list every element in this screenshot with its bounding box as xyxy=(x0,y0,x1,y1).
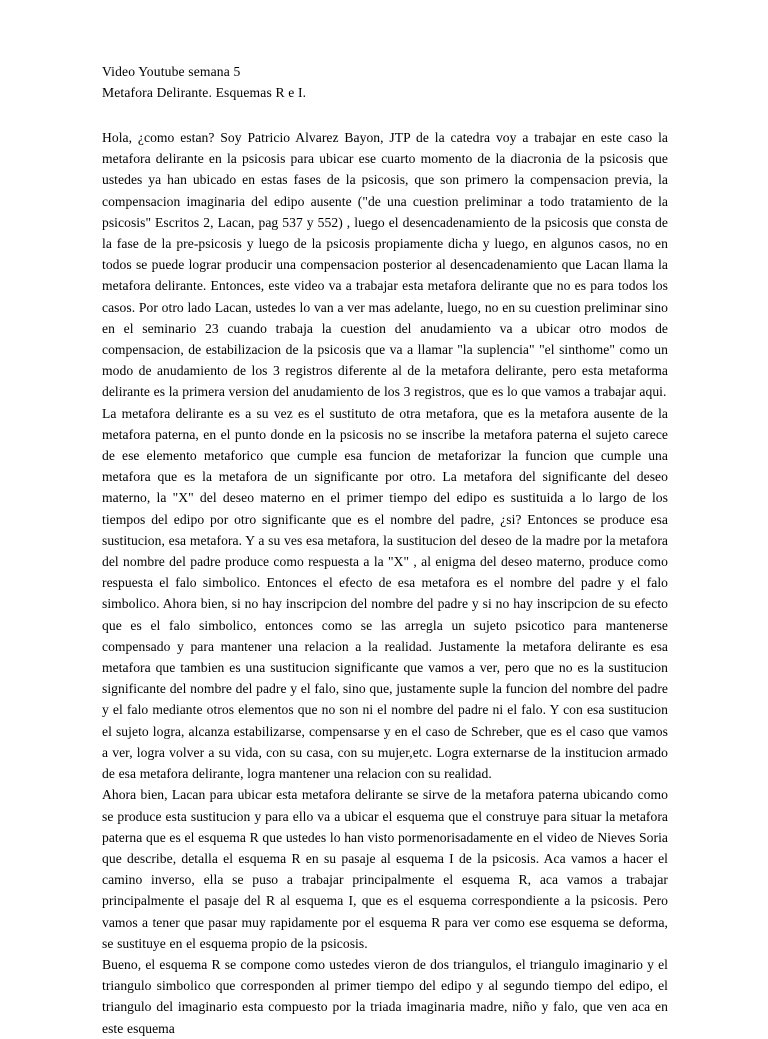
document-header xyxy=(102,62,668,103)
paragraph-4: Bueno, el esquema R se compone como ustedes vieron de dos triangulos, el triangulo imaginario y el triangulo simbolico que corresponden al primer tiempo del edipo y al segundo tiempo del edipo, el triangulo del imaginario esta compuesto por la triada imaginaria madre, niño y falo, que ven aca en este esquema xyxy=(102,956,668,1036)
paragraph-1: Hola, ¿como estan? Soy Patricio Alvarez Bayon, JTP de la catedra voy a trabajar en este caso la metafora delirante en la psicosis para ubicar ese cuarto momento de la diacronia de la psicosis que ustedes ya han ubicado en estas fases de la psicosis, que son primero la compensacion previa, la compensacion imaginaria del edipo ausente ("de una cuestion preliminar a todo tratamiento de la psicosis" Escritos 2, Lacan, pag 537 y 552) , luego el desencadenamiento de la psicosis que consta de la fase de la pre-psicosis y luego de la psicosis propiamente dicha y luego, en algunos casos, no en todos se puede lograr producir una compensacion posterior al desencadenamiento que Lacan llama la metafora delirante. Entonces, este video va a trabajar esta metafora delirante que no es para todos los casos. Por otro lado Lacan, ustedes lo van a ver mas adelante, luego, no en su cuestion preliminar sino en el seminario 23 cuando trabaja la cuestion del anudamiento va a ubicar otro modos de compensacion, de estabilizacion de la psicosis que va a llamar "la suplencia" "el sinthome" como un modo de anudamiento de los 3 registros diferente al de la metafora delirante, pero esta metaforma delirante es la primera version del anudamiento de los 3 registros, que es lo que vamos a trabajar aqui. xyxy=(102,130,668,400)
document-body xyxy=(102,62,668,1039)
header-line-title: Video Youtube semana 5 xyxy=(102,64,241,79)
paragraph-2: La metafora delirante es a su vez es el sustituto de otra metafora, que es la metafora ausente de la metafora paterna, en el punto donde en la psicosis no se inscribe la metafora paterna el sujeto carece de ese elemento metaforico que cumple esa funcion de metaforizar la funcion que cumple una metafora que es la metafora de un significante por otro. La metafora del significante del deseo materno, la "X" del deseo materno en el primer tiempo del edipo es sustituida a lo largo de los tiempos del edipo por otro significante que es el nombre del padre, ¿si? Entonces se produce esa sustitucion, esa metafora. Y a su ves esa metafora, la sustitucion del deseo de la madre por la metafora del nombre del padre produce como respuesta a la "X" , al enigma del deseo materno, produce como respuesta el falo simbolico. Entonces el efecto de esa metafora es el nombre del padre y el falo simbolico. Ahora bien, si no hay inscripcion del nombre del padre y si no hay inscripcion de su efecto que es el falo simbolico, entonces como se las arregla un sujeto psicotico para mantenerse compensado y para mantener una relacion a la realidad. Justamente la metafora delirante es esa metafora que tambien es una sustitucion significante que vamos a ver, pero que no es la sustitucion significante del nombre del padre y el falo, sino que, justamente suple la funcion del nombre del padre y el falo mediante otros elementos que no son ni el nombre del padre ni el falo. Y con esa sustitucion el sujeto logra, alcanza estabilizarse, compensarse y en el caso de Schreber, que es el caso que vamos a ver, logra volver a su vida, con su casa, con su mujer,etc. Logra externarse de la institucion armado de esa metafora delirante, logra mantener una relacion con su realidad. xyxy=(102,405,668,782)
paragraph-3: Ahora bien, Lacan para ubicar esta metafora delirante se sirve de la metafora paterna ubicando como se produce esta sustitucion y para ello va a ubicar el esquema que el construye para situar la metafora paterna que es el esquema R que ustedes lo han visto pormenorisadamente en el video de Nieves Soria que describe, detalla el esquema R en su pasaje al esquema I de la psicosis. Aca vamos a hacer el camino inverso, ella se puso a trabajar principalmente el esquema R, aca vamos a trabajar principalmente el pasaje del R al esquema I, que es el esquema correspondiente a la psicosis. Pero vamos a tener que pasar muy rapidamente por el esquema R para ver como ese esquema se deforma, se sustituye en el esquema propio de la psicosis. xyxy=(102,787,668,951)
header-line-subtitle: Metafora Delirante. Esquemas R e I. xyxy=(102,84,307,100)
